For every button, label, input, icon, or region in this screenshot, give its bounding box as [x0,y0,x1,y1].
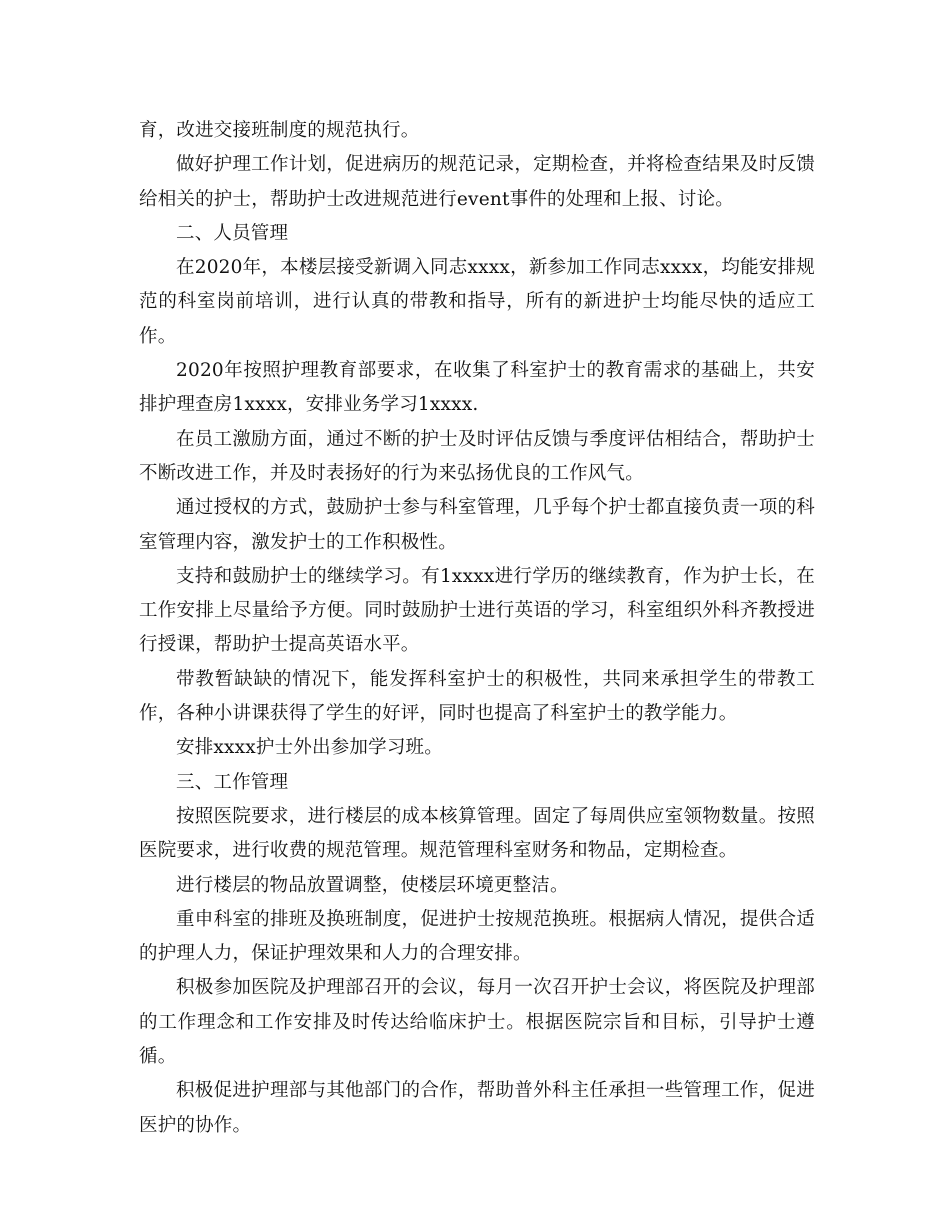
document-body [139,114,815,1143]
paragraph-new-staff: 在2020年，本楼层接受新调入同志xxxx，新参加工作同志xxxx，均能安排规范的科室岗前培训，进行认真的带教和指导，所有的新进护士均能尽快的适应工作。 [139,257,815,347]
section-heading-personnel: 二、人员管理 [176,222,289,244]
paragraph-cost-accounting: 按照医院要求，进行楼层的成本核算管理。固定了每周供应室领物数量。按照医院要求，进行收费的规范管理。规范管理科室财务和物品，定期检查。 [139,805,815,862]
paragraph-continuing-study: 支持和鼓励护士的继续学习。有1xxxx进行学历的继续教育，作为护士长，在工作安排上尽量给予方便。同时鼓励护士进行英语的学习，科室组织外科齐教授进行授课，帮助护士提高英语水平。 [139,565,815,656]
paragraph-scheduling: 重申科室的排班及换班制度，促进护士按规范换班。根据病人情况，提供合适的护理人力，保证护理效果和人力的合理安排。 [139,908,815,965]
paragraph-incentive: 在员工激励方面，通过不断的护士及时评估反馈与季度评估相结合，帮助护士不断改进工作，并及时表扬好的行为来弘扬优良的工作风气。 [139,428,815,484]
paragraph-education: 2020年按照护理教育部要求，在收集了科室护士的教育需求的基础上，共安排护理查房1xxxx，安排业务学习1xxxx. [139,360,815,416]
paragraph-environment: 进行楼层的物品放置调整，使楼层环境更整洁。 [176,874,569,896]
paragraph-meetings: 积极参加医院及护理部召开的会议，每月一次召开护士会议，将医院及护理部的工作理念和工作安排及时传达给临床护士。根据医院宗旨和目标，引导护士遵循。 [139,977,815,1068]
paragraph-authorization: 通过授权的方式，鼓励护士参与科室管理，几乎每个护士都直接负责一项的科室管理内容，激发护士的工作积极性。 [139,497,815,553]
paragraph-nursing-plan: 做好护理工作计划，促进病历的规范记录，定期检查，并将检查结果及时反馈给相关的护士，帮助护士改进规范进行event事件的处理和上报、讨论。 [139,154,815,210]
paragraph-continuation: 育，改进交接班制度的规范执行。 [139,120,420,141]
section-heading-work: 三、工作管理 [176,771,289,793]
paragraph-teaching: 带教暂缺缺的情况下，能发挥科室护士的积极性，共同来承担学生的带教工作，各种小讲课获得了学生的好评，同时也提高了科室护士的教学能力。 [139,668,815,725]
paragraph-cooperation: 积极促进护理部与其他部门的合作，帮助普外科主任承担一些管理工作，促进医护的协作。 [139,1080,815,1136]
paragraph-training-class: 安排xxxx护士外出参加学习班。 [176,737,443,759]
